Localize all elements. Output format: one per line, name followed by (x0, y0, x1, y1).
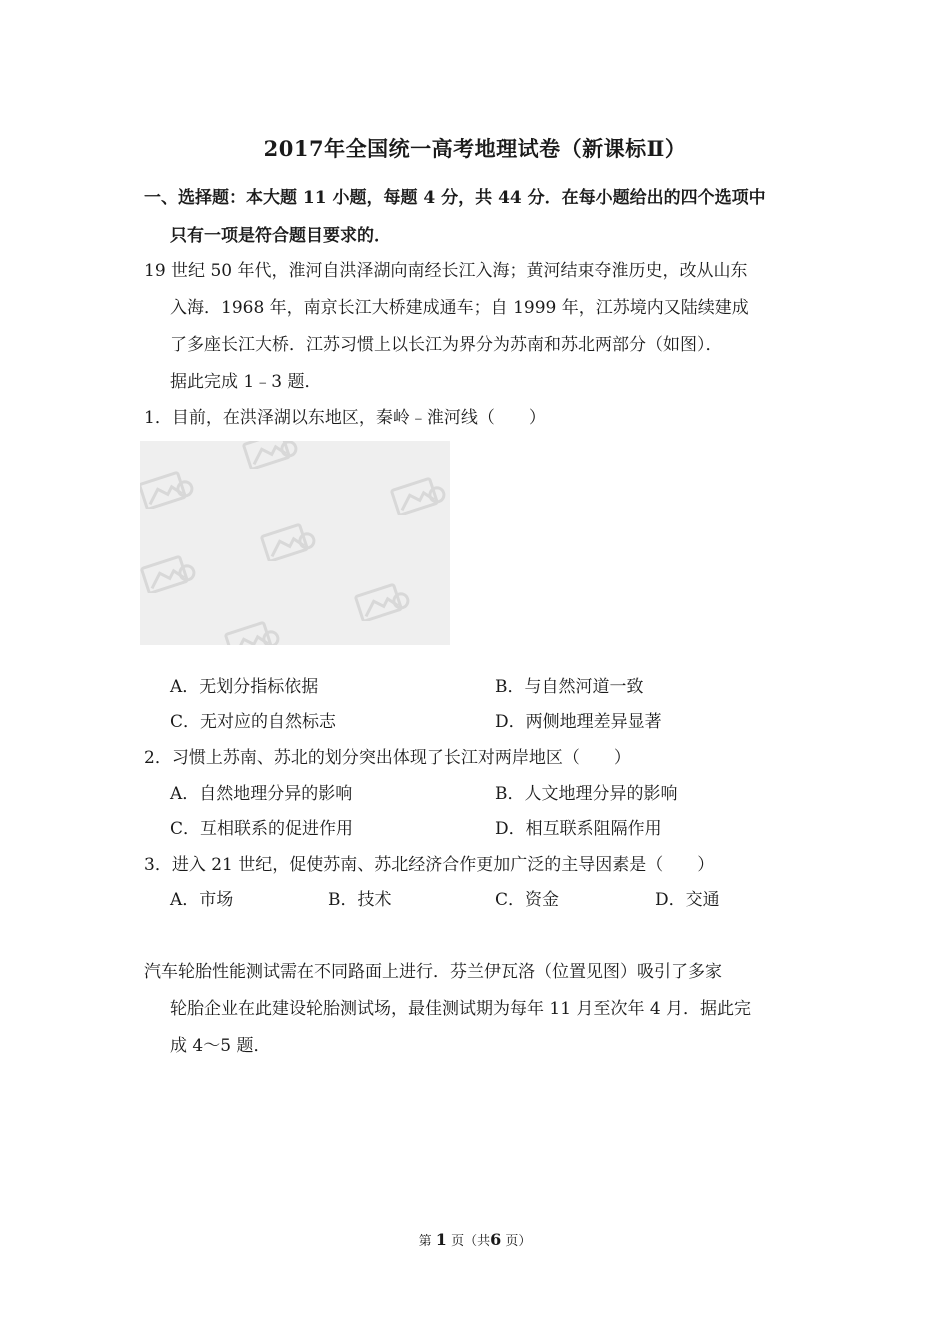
footer-total-pages: 6 (490, 1230, 502, 1249)
image-watermark-icon (140, 469, 194, 509)
q2-stem: 2．习惯上苏南、苏北的划分突出体现了长江对两岸地区（ ） (144, 748, 631, 768)
q1-stem: 1．目前，在洪泽湖以东地区，秦岭﹣淮河线（ ） (144, 408, 546, 428)
q3-option-c: C．资金 (495, 890, 560, 910)
q1-option-d: D．两侧地理差异显著 (495, 712, 662, 732)
passage2-line-3: 成 4～5 题． (170, 1036, 271, 1056)
q1-option-c: C．无对应的自然标志 (170, 712, 337, 732)
passage1-line-4: 据此完成 1﹣3 题． (170, 372, 322, 392)
image-watermark-icon (240, 441, 298, 469)
q2-option-c: C．互相联系的促进作用 (170, 819, 354, 839)
page-footer (0, 1230, 950, 1249)
q2-option-b: B．人文地理分异的影响 (495, 784, 678, 804)
image-watermark-icon (388, 475, 446, 515)
q1-option-b: B．与自然河道一致 (495, 677, 644, 697)
passage2-line-1: 汽车轮胎性能测试需在不同路面上进行．芬兰伊瓦洛（位置见图）吸引了多家 (144, 962, 722, 982)
footer-page-number: 1 (435, 1230, 447, 1249)
q2-option-d: D．相互联系阻隔作用 (495, 819, 662, 839)
page-title: 2017年全国统一高考地理试卷（新课标Ⅱ） (263, 136, 687, 161)
q1-option-a: A．无划分指标依据 (170, 677, 319, 697)
image-watermark-icon (222, 619, 280, 645)
image-watermark-icon (140, 553, 196, 593)
passage1-line-3: 了多座长江大桥．江苏习惯上以长江为界分为苏南和苏北两部分（如图）． (170, 335, 723, 355)
passage2-line-2: 轮胎企业在此建设轮胎测试场，最佳测试期为每年 11 月至次年 4 月．据此完 (170, 999, 752, 1019)
q3-option-b: B．技术 (328, 890, 392, 910)
footer-prefix: 第 (418, 1234, 432, 1249)
image-watermark-icon (258, 521, 316, 561)
q3-option-d: D．交通 (655, 890, 720, 910)
section-heading-line-2: 只有一项是符合题目要求的． (170, 226, 391, 246)
map-image-placeholder (140, 441, 450, 645)
passage1-line-1: 19 世纪 50 年代，淮河自洪泽湖向南经长江入海；黄河结束夺淮历史，改从山东 (144, 261, 748, 281)
q3-stem: 3．进入 21 世纪，促使苏南、苏北经济合作更加广泛的主导因素是（ ） (144, 855, 715, 875)
image-watermark-icon (352, 581, 410, 621)
passage1-line-2: 入海．1968 年，南京长江大桥建成通车；自 1999 年，江苏境内又陆续建成 (170, 298, 749, 318)
q2-option-a: A．自然地理分异的影响 (170, 784, 353, 804)
footer-suffix: 页） (505, 1234, 532, 1249)
footer-middle: 页（共 (451, 1234, 491, 1249)
section-heading-line-1: 一、选择题：本大题 11 小题，每题 4 分，共 44 分．在每小题给出的四个选项中 (144, 188, 766, 208)
q3-option-a: A．市场 (170, 890, 234, 910)
